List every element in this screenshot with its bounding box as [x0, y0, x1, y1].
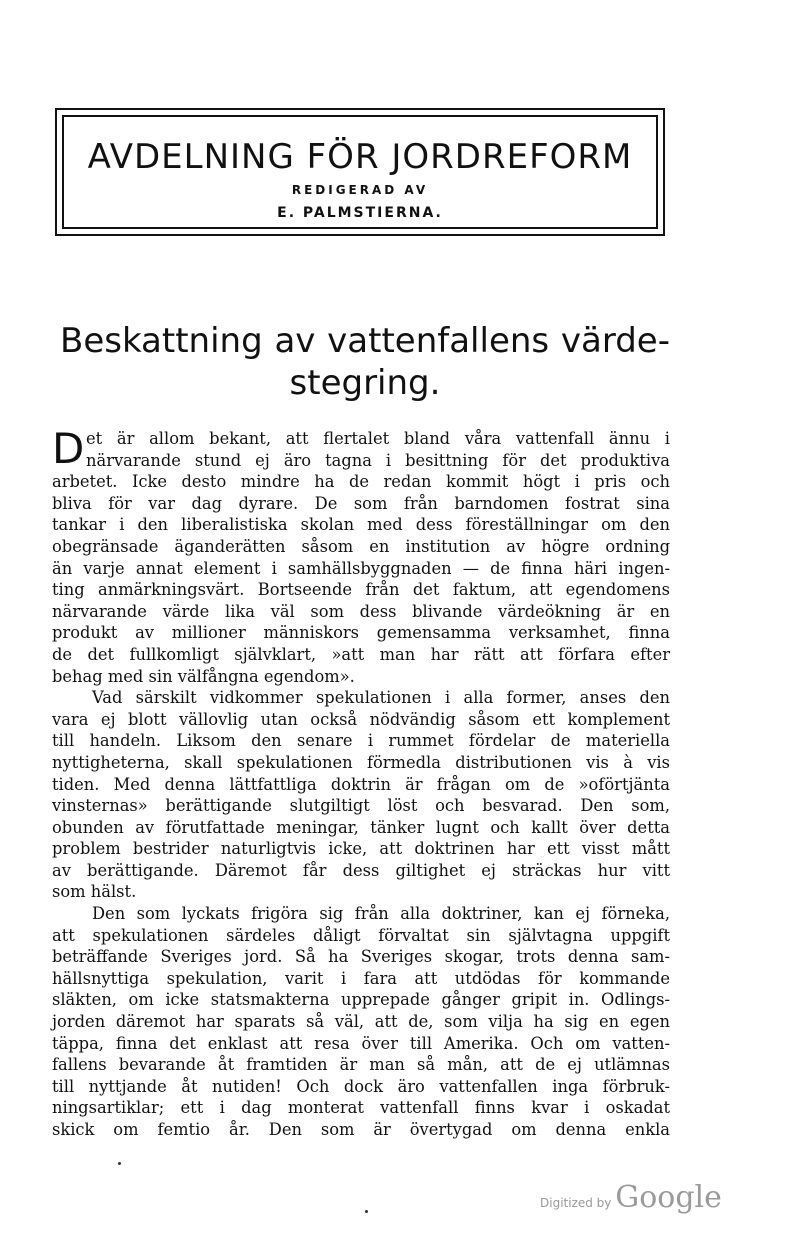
article-body: [52, 424, 670, 1141]
body-line: fallens bevarande åt framtiden är man så mån, att de ej utlämnas: [52, 1055, 670, 1075]
body-line: täppa, finna det enklast att resa över till Amerika. Och om vatten-: [52, 1033, 670, 1053]
body-line: behag med sin välfångna egendom».: [52, 666, 355, 686]
body-line: obunden av förutfattade meningar, tänker lugnt och kallt över detta: [52, 817, 670, 837]
body-line: ningsartiklar; ett i dag monterat vattenfall finns kvar i oskadat: [52, 1098, 670, 1118]
ink-speck: [118, 1162, 121, 1165]
article-title-line-1: Beskattning av vattenfallens värde-: [60, 321, 670, 361]
body-line: släkten, om icke statsmakterna upprepade gånger gripit in. Odlings-: [52, 990, 670, 1010]
editor-name: E. PALMSTIERNA.: [277, 205, 443, 221]
body-line: tankar i den liberalistiska skolan med dess föreställningar om den: [52, 515, 670, 535]
body-line: produkt av millioner människors gemensamma verksamhet, finna: [52, 623, 670, 643]
body-line: Den som lyckats frigöra sig från alla doktriner, kan ej förneka,: [92, 904, 670, 924]
body-line: vinsternas» berättigande slutgiltigt löst och besvarad. Den som,: [52, 796, 670, 816]
body-line: ting anmärkningsvärt. Bortseende från det faktum, att egendomens: [52, 580, 670, 600]
body-line: att spekulationen särdeles dåligt förvaltat sin självtagna uppgift: [52, 925, 670, 945]
body-line: närvarande stund ej äro tagna i besittning för det produktiva: [86, 450, 670, 470]
watermark-brand: Google: [615, 1180, 722, 1215]
body-line: närvarande värde lika väl som dess blivande värdeökning är en: [52, 601, 670, 621]
digitized-watermark: [540, 1180, 722, 1215]
body-line: jorden däremot har sparats så väl, att de, som vilja ha sig en egen: [52, 1012, 670, 1032]
body-line: problem bestrider naturligtvis icke, att doktrinen har ett visst mått: [52, 839, 670, 859]
body-line: till handeln. Liksom den senare i rummet fördelar de materiella: [52, 731, 670, 751]
article-title: [60, 320, 670, 404]
body-line: de det fullkomligt självklart, »att man har rätt att förfara efter: [52, 644, 670, 664]
ink-speck: [365, 1210, 368, 1213]
drop-cap: D: [52, 424, 85, 473]
body-line: än varje annat element i samhällsbyggnaden — de finna häri ingen-: [52, 558, 670, 578]
body-line: tiden. Med denna lättfattliga doktrin är frågan om de »oförtjänta: [52, 774, 670, 794]
body-line: arbetet. Icke desto mindre ha de redan kommit högt i pris och: [52, 472, 670, 492]
article-title-line-2: stegring.: [289, 363, 441, 403]
body-line: obegränsade äganderätten såsom en institution av högre ordning: [52, 536, 670, 556]
body-line: Vad särskilt vidkommer spekulationen i alla former, anses den: [92, 688, 670, 708]
section-header-frame: [55, 108, 665, 236]
watermark-prefix: Digitized by: [540, 1196, 612, 1210]
body-line: som hälst.: [52, 882, 137, 902]
editor-label: REDIGERAD AV: [291, 183, 429, 197]
body-line: nyttigheterna, skall spekulationen förmedla distributionen vis à vis: [52, 752, 670, 772]
body-line: hällsnyttiga spekulation, varit i fara att utdödas för kommande: [52, 968, 670, 988]
section-header-inner-frame: [62, 115, 658, 229]
body-line: skick om femtio år. Den som är övertygad om denna enkla: [52, 1120, 670, 1139]
section-title: AVDELNING FÖR JORDREFORM: [87, 137, 633, 177]
body-line: beträffande Sveriges jord. Så ha Sveriges skogar, trots denna sam-: [52, 947, 670, 967]
body-line: till nyttjande åt nutiden! Och dock äro vattenfallen inga förbruk-: [52, 1076, 670, 1096]
body-line: av berättigande. Däremot får dess giltighet ej sträckas hur vitt: [52, 860, 670, 880]
body-line: vara ej blott vällovlig utan också nödvändig såsom ett komplement: [52, 709, 670, 729]
body-line: bliva för var dag dyrare. De som från barndomen fostrat sina: [52, 493, 670, 513]
body-line: et är allom bekant, att flertalet bland våra vattenfall ännu i: [86, 429, 670, 448]
